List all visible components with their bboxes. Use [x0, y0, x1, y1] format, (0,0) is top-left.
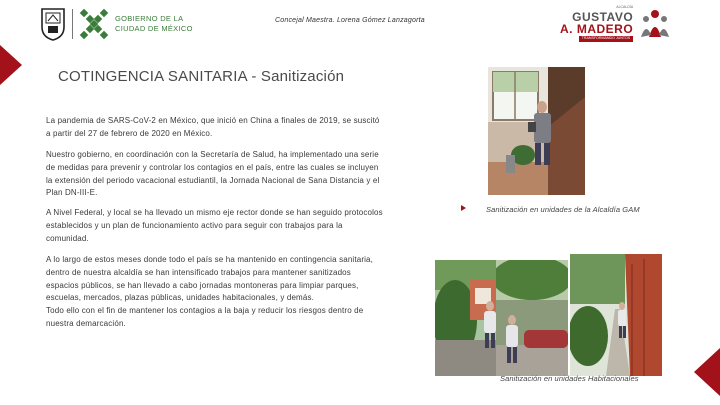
- page-title: COTINGENCIA SANITARIA - Sanitización: [58, 68, 345, 85]
- gam-top-label: ALCALDÍA: [616, 5, 634, 10]
- corner-triangle-right: [694, 348, 720, 396]
- gam-wordmark: [560, 6, 633, 41]
- gov-line-2: CIUDAD DE MÉXICO: [115, 24, 193, 33]
- logo-divider: [72, 9, 73, 39]
- header-concejal: Concejal Maestra. Lorena Gómez Lanzagorta: [275, 17, 425, 24]
- paragraph-nivel-federal: A Nivel Federal, y local se ha llevado un mismo eje rector donde se han seguido protocolos establecidos y un plan de funcionamiento activo para seguir con trabajos para la comunidad.: [46, 208, 383, 243]
- paragraph-gobierno: Nuestro gobierno, en coordinación con la Secretaría de Salud, ha implementado una serie de medidas para prevenir y controlar los contagios en el país, entre las cuales se incluyen la extensión del periodo vacacional estudiantil, la Jornada Nacional de Sana Distancia y el Plan DN-III-E.: [46, 150, 380, 198]
- gam-name-line-1: GUSTAVO: [572, 9, 634, 24]
- photo-outdoor-sanitization-2: [496, 260, 568, 376]
- paragraph-contingencia: A lo largo de estos meses donde todo el país se ha mantenido en contingencia sanitaria, dentro de nuestra alcaldía se han intensificado trabajos para mantener sanitizados espacios públicos, se han llevado a cabo jornadas montoneras para limpiar parques, escuelas, mercados, plazas públicas, unidades habitacionales, y demás.: [46, 255, 374, 303]
- paragraph-contingencia-block: [46, 254, 386, 331]
- corner-triangle-left: [0, 45, 22, 85]
- photo-stairway-sanitization: [488, 67, 585, 195]
- gam-slogan-bar: TRANSFORMANDO JUNTOS: [579, 36, 633, 42]
- paragraph-conclusion: Todo ello con el fin de mantener los contagios a la baja y reducir los riesgos dentro de nuestra demarcación.: [46, 306, 364, 328]
- gov-text: [115, 14, 193, 34]
- gam-name-line-2: A. MADERO: [560, 21, 634, 36]
- photo-outdoor-sanitization-3: [570, 254, 662, 376]
- gam-people-icon: [639, 7, 671, 41]
- caption-alcaldia: Sanitización en unidades de la Alcaldía GAM: [486, 205, 640, 214]
- shield-icon: [40, 7, 66, 41]
- caption-bullet: [461, 205, 466, 211]
- gam-logo: [560, 5, 712, 43]
- cdmx-logo: [40, 4, 193, 44]
- caption-habitacionales: Sanitización en unidades Habitacionales: [500, 374, 639, 383]
- gov-line-1: GOBIERNO DE LA: [115, 14, 184, 23]
- paragraph-pandemia: La pandemia de SARS-CoV-2 en México, que inició en China a finales de 2019, se suscitó a partir del 27 de febrero de 2020 en México.: [46, 116, 380, 138]
- cdmx-x-icon: [79, 8, 109, 40]
